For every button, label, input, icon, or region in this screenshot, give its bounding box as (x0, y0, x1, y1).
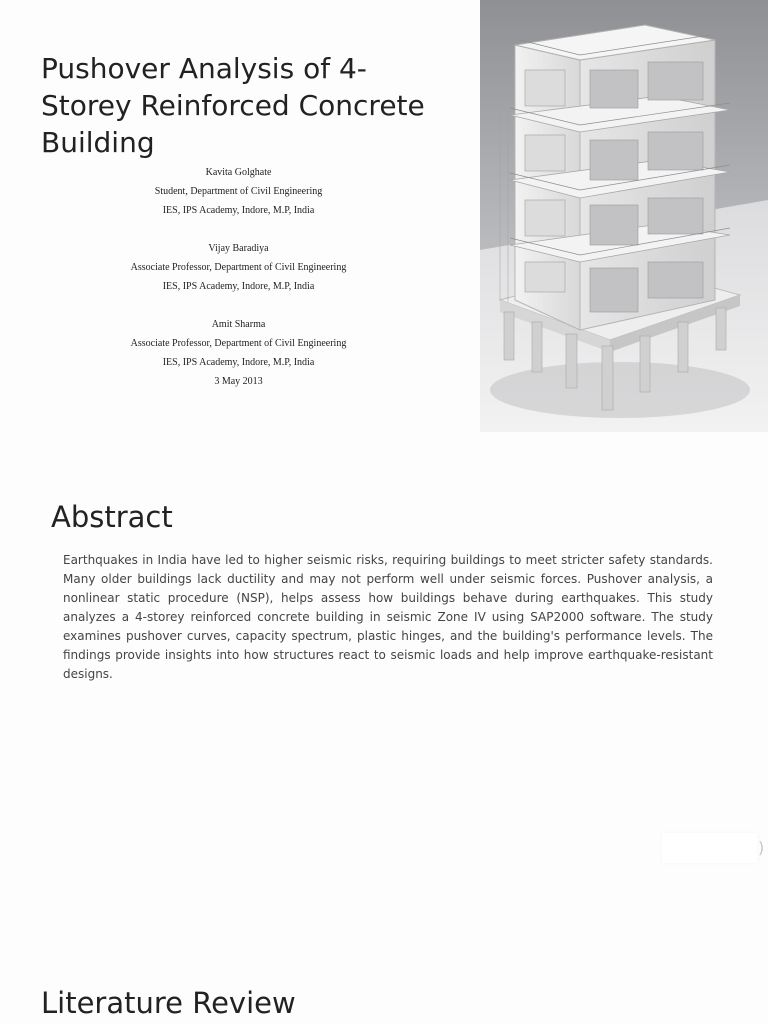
building-render-image (480, 0, 768, 432)
author-block (0, 163, 477, 391)
author-name: Amit Sharma (211, 319, 266, 330)
author-affiliation: IES, IPS Academy, Indore, M.P, India (162, 205, 315, 216)
author-name: Vijay Baradiya (208, 243, 269, 254)
author-affiliation: IES, IPS Academy, Indore, M.P, India (162, 281, 315, 292)
paper-title: Pushover Analysis of 4-Storey Reinforced Concrete Building (41, 52, 425, 159)
stray-glyph: ) (758, 838, 765, 857)
abstract-text: Earthquakes in India have led to higher seismic risks, requiring buildings to meet stricter safety standards. Many older buildings lack ductility and may not perform well under seismic forces. Pushover analysis, a nonlinear static procedure (NSP), helps assess how buildings behave during earthquakes. This study analyzes a 4-storey reinforced concrete building in seismic Zone IV using SAP2000 software. The study examines pushover curves, capacity spectrum, plastic hinges, and the building's performance levels. The findings provide insights into how structures react to seismic loads and help improve earthquake-resistant designs. (63, 553, 713, 681)
abstract-heading: Abstract (51, 500, 173, 534)
author-name: Kavita Golghate (205, 167, 272, 178)
floating-box (662, 833, 757, 863)
publication-date: 3 May 2013 (214, 376, 263, 387)
author-role: Student, Department of Civil Engineering (154, 186, 323, 197)
author-affiliation: IES, IPS Academy, Indore, M.P, India (162, 357, 315, 368)
author-role: Associate Professor, Department of Civil Engineering (130, 338, 347, 349)
author-role: Associate Professor, Department of Civil Engineering (130, 262, 347, 273)
literature-review-heading: Literature Review (41, 986, 296, 1020)
building-illustration (480, 0, 768, 432)
